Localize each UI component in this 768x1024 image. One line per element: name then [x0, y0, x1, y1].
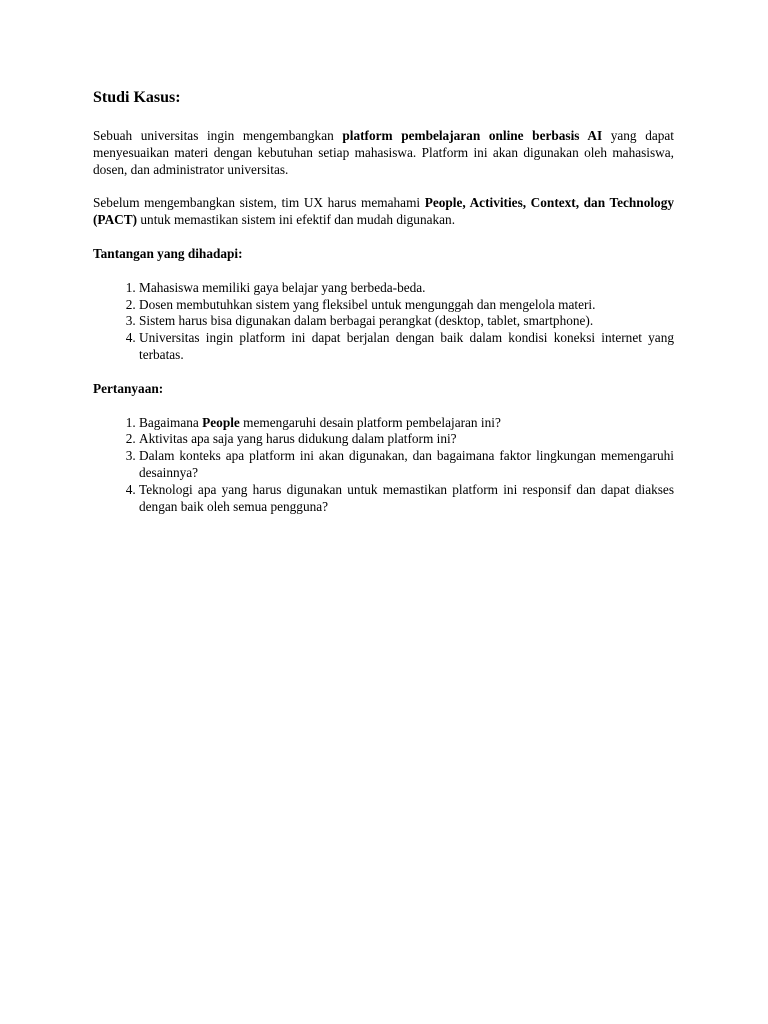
- list-item: 2. Dosen membutuhkan sistem yang fleksibel untuk mengunggah dan mengelola materi.: [139, 297, 674, 314]
- list-item: 4. Teknologi apa yang harus digunakan untuk memastikan platform ini responsif dan dapat diakses dengan baik oleh semua pengguna?: [139, 482, 674, 516]
- list-item: 1. Mahasiswa memiliki gaya belajar yang berbeda-beda.: [139, 280, 674, 297]
- intro-text-before: Sebuah universitas ingin mengembangkan: [93, 128, 343, 143]
- question-1-after: memengaruhi desain platform pembelajaran ini?: [239, 414, 501, 430]
- intro-paragraph: [93, 128, 674, 178]
- list-item: 4. Universitas ingin platform ini dapat berjalan dengan baik dalam kondisi koneksi internet yang terbatas.: [139, 330, 674, 364]
- document-page: [93, 88, 674, 532]
- question-1-bold: People: [202, 414, 240, 430]
- questions-heading: Pertanyaan:: [93, 380, 164, 396]
- challenges-heading: Tantangan yang dihadapi:: [93, 245, 243, 261]
- list-item: 3. Dalam konteks apa platform ini akan digunakan, dan bagaimana faktor lingkungan memengaruhi desainnya?: [139, 448, 674, 482]
- intro-text-bold: platform pembelajaran online berbasis AI: [342, 128, 603, 143]
- question-1-before: Bagaimana: [139, 414, 203, 430]
- challenges-list: [93, 280, 674, 364]
- intro-text-after: yang dapat menyesuaikan materi dengan kebutuhan setiap mahasiswa. Platform ini akan digunakan oleh mahasiswa, dosen, dan administrator universitas.: [93, 128, 674, 177]
- pact-text-bold: People, Activities, Context, dan Technology (PACT): [93, 195, 674, 228]
- list-item: 3. Sistem harus bisa digunakan dalam berbagai perangkat (desktop, tablet, smartphone).: [139, 313, 674, 330]
- list-item: [139, 415, 674, 432]
- pact-paragraph: [93, 195, 674, 229]
- pact-text-after: untuk memastikan sistem ini efektif dan mudah digunakan.: [137, 212, 456, 228]
- pact-text-before: Sebelum mengembangkan sistem, tim UX harus memahami: [93, 195, 425, 211]
- document-title: Studi Kasus:: [93, 89, 181, 106]
- questions-list: [93, 415, 674, 516]
- list-item: 2. Aktivitas apa saja yang harus didukung dalam platform ini?: [139, 431, 674, 448]
